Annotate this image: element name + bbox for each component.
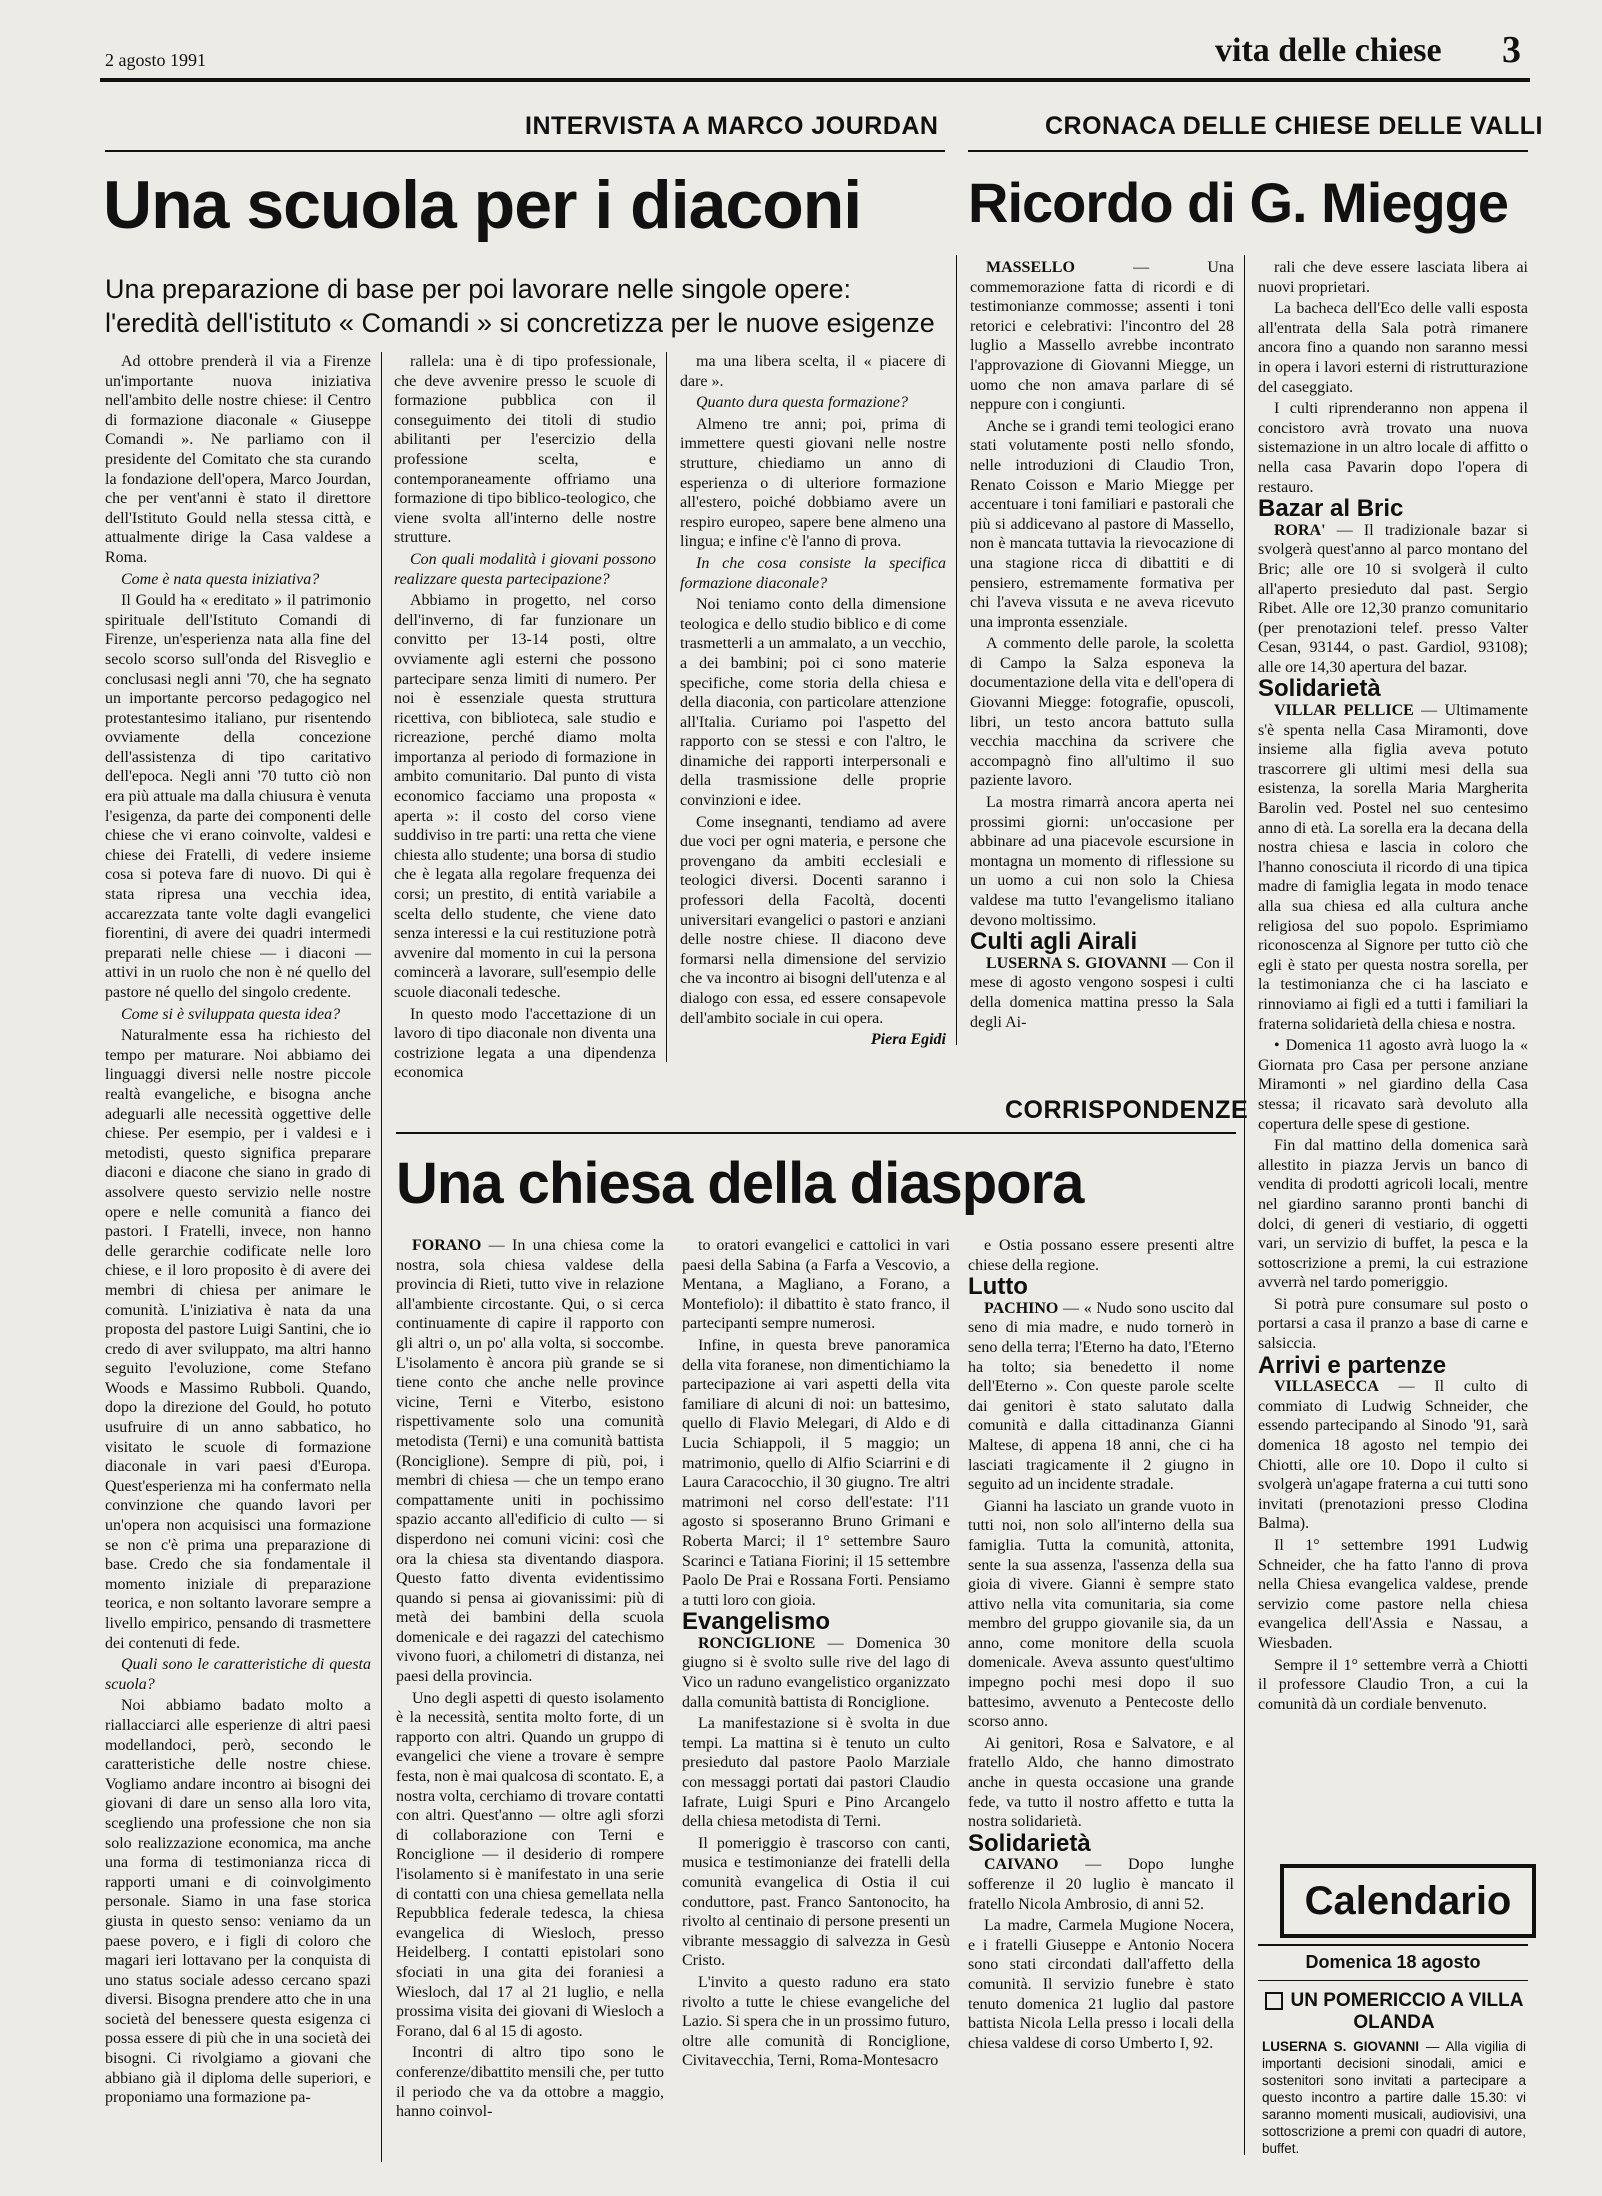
issue-date: 2 agosto 1991 <box>105 50 206 70</box>
article1-kicker-rule <box>105 150 945 152</box>
dateline: PACHINO <box>984 1299 1059 1317</box>
paragraph: Ai genitori, Rosa e Salvatore, e al fratello Aldo, che hanno dimostrato anche in questa occasione una grande fede, va tutto il nostro affetto e tutta la nostra solidarietà. <box>968 1734 1234 1831</box>
article3-kicker: CORRISPONDENZE <box>1005 1096 1249 1124</box>
paragraph-text: — Con il mese di agosto vengono sospesi i culti della domenica mattina presso la Sala degli Ai- <box>970 954 1234 1031</box>
article1-kicker: INTERVISTA A MARCO JOURDAN <box>525 112 939 140</box>
paragraph: Infine, in questa breve panoramica della vita foranese, non dimentichiamo la partecipazione ai vari aspetti della vita familiare di alcuni di noi: un battesimo, quello di Flavio Melegari, di Aldo e di Lucia Schiappoli, il 5 maggio; un matrimonio, quello di Alfio Sciarrini e di Laura Caracocchio, il 30 giugno. Tre altri matrimoni nel corso dell'estate: l'11 agosto si sposeranno Bruno Grimani e Roberta Marci; il 1° settembre Sauro Scarinci e Tatiana Fiorini; il 15 settembre Paolo De Prai e Rossana Forti. Pensiamo a tutti loro con gioia. <box>682 1336 950 1609</box>
column-rule <box>956 255 957 1045</box>
calendar-text: — Alla vigilia di importanti decisioni sinodali, amici e sostenitori sono invitati a partecipare a questo incontro a partire dalle 15.30: vi saranno momenti musicali, audiovisivi, una sottoscrizione a premi con quadri di autore, buffet. <box>1262 2039 1526 2156</box>
paragraph: Almeno tre anni; poi, prima di immettere questi giovani nelle nostre strutture, chiediamo un anno di esperienza o di ulteriore formazione all'estero, poiché dobbiamo avere un respiro europeo, sapere bene almeno una lingua; e infine c'è l'anno di prova. <box>680 415 946 551</box>
paragraph <box>1258 1377 1528 1534</box>
paragraph <box>968 1299 1234 1495</box>
paragraph <box>1258 521 1528 678</box>
article1-column-3 <box>680 352 946 1062</box>
calendar-place: LUSERNA S. GIOVANNI <box>1262 2039 1419 2054</box>
article1-column-2 <box>394 352 656 1082</box>
calendar-rule <box>1258 1944 1528 1946</box>
article2-column-1 <box>970 258 1234 1058</box>
paragraph <box>1258 701 1528 1034</box>
article3-column-3 <box>968 1236 1234 2166</box>
paragraph: La bacheca dell'Eco delle valli esposta all'entrata della Sala potrà rimanere ancora fino a quando non saranno messi in opera i lavori esterni di ristrutturazione del caseggiato. <box>1258 300 1528 396</box>
paragraph: La mostra rimarrà ancora aperta nei prossimi giorni: un'occasione per abbinare ad una piacevole escursione in montagna un momento di riflessione su un uomo a cui non solo la Chiesa valdese ma tutto l'evangelismo italiano devono moltissimo. <box>970 794 1234 929</box>
header-rule <box>100 78 1530 82</box>
paragraph: to oratori evangelici e cattolici in vari paesi della Sabina (a Farfa a Vescovio, a Mentana, a Magliano, a Forano, a Montefiolo): il dibattito è stato franco, il partecipanti sempre numerosi. <box>682 1237 950 1333</box>
article3-title: Una chiesa della diaspora <box>396 1151 1084 1216</box>
calendar-date: Domenica 18 agosto <box>1305 1952 1481 1972</box>
paragraph <box>968 1855 1234 1914</box>
interview-question: Con quali modalità i giovani possono realizzare questa partecipazione? <box>394 550 656 588</box>
dateline: VILLASECCA <box>1274 1378 1379 1396</box>
article3-column-2 <box>682 1236 950 2166</box>
article2-column-2 <box>1258 258 1528 1858</box>
author-signature: Piera Egidi <box>870 1031 946 1049</box>
section-heading: Evangelismo <box>682 1608 831 1636</box>
paragraph: Come insegnanti, tendiamo ad avere due voci per ogni materia, e persone che provengano da ambiti ecclesiali e teologici diversi. Docenti saranno i professori della Facoltà, docenti universitari evangelici o pastori e anziani delle nostre chiese. Il diacono deve formarsi nella dimensione del servizio che va incontro ai bisogni dell'utenza e al dialogo con essa, ed essere consapevole dell'ambito sociale in cui opera. <box>680 813 946 1027</box>
paragraph: Si potrà pure consumare sul posto o portarsi a casa il pranzo a base di carne e salsiccia. <box>1258 1295 1528 1353</box>
section-heading: Culti agli Airali <box>970 928 1138 956</box>
calendar-box: Calendario <box>1280 1864 1536 1938</box>
dateline: LUSERNA S. GIOVANNI <box>986 954 1167 972</box>
paragraph-text: — Il tradizionale bazar si svolgerà quest'anno al parco montano del Bric; alle ore 10 si svolgerà il culto all'aperto presieduto dal past. Sergio Ribet. Alle ore 12,30 pranzo comunitario (per prenotazioni telef. presso Valter Cesan, 93144, o past. Gardiol, 93108); alle ore 14,30 apertura del bazar. <box>1258 521 1528 676</box>
paragraph: Noi teniamo conto della dimensione teologica e dello studio biblico e di come trasmetterli a un ammalato, a un vecchio, a dei bambini; poi ci sono materie specifiche, come storia della chiesa e della diaconia, con particolare attenzione all'Italia. Curiamo poi l'aspetto del rapporto con se stessi e con l'altro, le dinamiche dei rapporti interpersonali e della trasmissione delle proprie convinzioni e idee. <box>680 596 946 810</box>
paragraph-text: — « Nudo sono uscito dal seno di mia madre, e nudo tornerò in seno della terra; l'Eterno ha dato, l'Eterno ha tolto; sia benedetto il nome dell'Eterno ». Con queste parole scelte dai genitori è stato salutato dalla comunità e dalla cittadinanza Gianni Maltese, di appena 18 anni, che ci ha lasciati tragicamente il 2 giugno in seguito ad un incidente stradale. <box>968 1299 1234 1494</box>
section-heading: Solidarietà <box>1258 675 1381 703</box>
checkbox-icon <box>1265 1992 1283 2010</box>
calendar-event-title: UN POMERICCIO A VILLA OLANDA <box>1290 1990 1524 2033</box>
paragraph: A commento delle parole, la scoletta di Campo la Salza esponeva la documentazione della vita e dell'opera di Giovanni Miegge: fotografie, opuscoli, libri, un testo ancora battuto sulla vecchia macchina da scrivere che accompagnò fino all'ultimo il suo paziente lavoro. <box>970 635 1234 790</box>
paragraph: Anche se i grandi temi teologici erano stati volutamente posti nello sfondo, nelle introduzioni di Claudio Tron, Renato Coisson e Mario Miegge per accentuare i toni familiari e pastorali che più si addicevano al pastore di Massello, non è mancata tuttavia la rievocazione di una stagione ricca di dibattiti e di pensiero, estremamente formativa per chi l'aveva vissuta e ne aveva ricevuto una impronta essenziale. <box>970 417 1234 631</box>
article2-kicker-rule <box>968 150 1528 152</box>
paragraph: Sempre il 1° settembre verrà a Chiotti il professore Claudio Tron, a cui la comunità dà un cordiale benvenuto. <box>1258 1656 1528 1713</box>
interview-question: Quali sono le caratteristiche di questa scuola? <box>105 1656 371 1693</box>
paragraph: Fin dal mattino della domenica sarà allestito in piazza Jervis un banco di vendita di prodotti agricoli locali, mentre nel giardino saranno pronti banchi di dolci, di generi di vestiario, di oggetti vari, un servizio di buffet, la pesca e la sottoscrizione a premi, la cui estrazione avverrà nel tardo pomeriggio. <box>1258 1137 1528 1292</box>
section-heading: Bazar al Bric <box>1258 495 1404 523</box>
paragraph: Abbiamo in progetto, nel corso dell'inverno, di far funzionare un convitto per 13-14 posti, oltre ovviamente agli esterni che possono partecipare senza limiti di numero. Per noi è essenziale questa struttura ricettiva, con biblioteca, sale studio e ricreazione, perché diamo molta importanza al periodo di formazione in ambito comunitario. Dal punto di vista economico facciamo una proposta « aperta »: il costo del corso viene suddiviso in tre parti: una retta che viene chiesta allo studente; una borsa di studio che è legata alla regolare frequenza dei corsi; un prestito, di entità variabile a scelta dello studente, che viene dato senza interessi e la cui restituzione potrà avvenire dal momento in cui la persona comincerà a lavorare, sull'esempio delle scuole diaconali tedesche. <box>394 592 656 1001</box>
paragraph: e Ostia possano essere presenti altre chiese della regione. <box>968 1237 1234 1274</box>
paragraph: Incontri di altro tipo sono le conferenze/dibattito mensili che, per tutto il periodo che va da ottobre a maggio, hanno coinvol- <box>396 2044 664 2121</box>
paragraph <box>396 1236 664 1687</box>
interview-question: Come si è sviluppata questa idea? <box>121 1005 341 1023</box>
article3-kicker-rule <box>396 1132 1236 1134</box>
paragraph-text: — Domenica 30 giugno si è svolto sulle rive del lago di Vico un raduno evangelistico organizzato dalla comunità battista di Ronciglione. <box>682 1634 950 1711</box>
article3-column-1 <box>396 1236 664 2166</box>
section-name: vita delle chiese <box>1215 32 1442 69</box>
dateline: FORANO <box>412 1237 482 1254</box>
paragraph: La madre, Carmela Mugione Nocera, e i fratelli Giuseppe e Antonio Nocera sono stati circondati dall'affetto della comunità. Il servizio funebre è stato tenuto domenica 21 luglio dal pastore battista Nicola Lella presso i locali della chiesa valdese di corso Umberto I, 92. <box>968 1917 1234 2052</box>
paragraph: Ad ottobre prenderà il via a Firenze un'importante nuova iniziativa nell'ambito delle nostre chiese: il Centro di formazione diaconale « Giuseppe Comandi ». Ne parliamo con il presidente del Comitato che sta curando la fondazione dell'opera, Marco Jourdan, che per vent'anni è stato il direttore dell'Istituto Gould nella stessa città, e attualmente dirige la Casa valdese a Roma. <box>105 353 371 566</box>
article1-title: Una scuola per i diaconi <box>103 167 862 243</box>
paragraph: L'invito a questo raduno era stato rivolto a tutte le chiese evangeliche del Lazio. Si spera che in un prossimo futuro, oltre alle comunità di Ronciglione, Civitavecchia, Terni, Roma-Montesacro <box>682 1973 950 2070</box>
dateline: RORA' <box>1274 521 1326 539</box>
interview-question: Come è nata questa iniziativa? <box>121 570 320 588</box>
paragraph: Il Gould ha « ereditato » il patrimonio spirituale dell'Istituto Comandi di Firenze, un'esperienza nata alla fine del secolo scorso sull'onda del Risveglio e conclusasi negli anni '70, che ha segnato un importante percorso pedagogico nel protestantesimo italiano, pur risentendo ovviamente della concezione dell'assistenza di tipo caritativo dell'epoca. Negli anni '70 tutto ciò non era più attuale ma dalla chiusura è venuta l'esigenza, da parte dei componenti delle chiese che vi erano coinvolte, valdesi e chiese dei Fratelli, di vedere insieme cosa si poteva fare di nuovo. Di qui è stata ripresa una vecchia idea, accarezzata tante volte dagli evangelici fiorentini, di avere dei quadri intermedi preparati nelle chiese — i diaconi — attivi in un ruolo che non è né quello del pastore né quello del singolo credente. <box>105 592 371 1001</box>
paragraph: rallela: una è di tipo professionale, che deve avvenire presso le scuole di formazione pubblica con il conseguimento dei titoli di studio abilitanti per l'esercizio della professione scelta, e contemporaneamente offriamo una formazione di tipo biblico-teologico, che viene svolta all'interno delle nostre strutture. <box>394 353 656 547</box>
paragraph: Naturalmente essa ha richiesto del tempo per maturare. Noi abbiamo dei linguaggi diversi nelle nostre piccole realtà evangeliche, e bisogna anche adeguarli alle necessità oggettive delle chiese. Per esempio, per i valdesi e i metodisti, questo significa preparare diaconi e diacone che siano in grado di assolvere questo servizio nelle nostre opere e nelle comunità a fianco dei pastori. I Fratelli, invece, non hanno delle gerarchie codificate nelle loro chiese, e il loro proposito è di avere dei membri di chiesa per animare le comunità. L'iniziativa è nata da una proposta del pastore Luigi Santini, che io credo di aver sviluppato, ma altri hanno seguito l'evoluzione, come Stefano Woods e Massimo Rubboli. Quando, dopo la direzione del Gould, ho potuto usufruire di un anno sabbatico, ho visitato le scuole di formazione diaconale in vari paesi d'Europa. Quest'esperienza mi ha confermato nella convinzione che quando lavori per un'opera non acquisisci una formazione se non c'è prima una preparazione di base. Credo che sia fondamentale il momento iniziale di preparazione teorica, e non soltanto lavorare sempre a livello empirico, pensando di trasmettere dei contenuti di fede. <box>105 1027 371 1652</box>
article2-kicker: CRONACA DELLE CHIESE DELLE VALLI <box>1045 112 1543 140</box>
page-number: 3 <box>1502 29 1521 71</box>
article1-column-1 <box>105 352 371 2162</box>
paragraph-text: — In una chiesa come la nostra, sola chiesa valdese della provincia di Rieti, tutto vive in relazione all'ambiente circostante. Qui, o si cerca continuamente di capire il rapporto con gli altri o, un po' alla volta, si soccombe. L'isolamento è ancora più grande se si tiene conto che anche nelle province vicine, Terni e Viterbo, esistono rispettivamente solo una comunità metodista (Terni) e una comunità battista (Ronciglione). Sempre di più, poi, i membri di chiesa — che un tempo erano compattamente uniti in pochissimo spazio accanto all'edificio di culto — si disperdono nei comuni vicini: così che ora la chiesa sta diventando diaspora. Questo fatto diventa evidentissimo quando si pensa ai giovanissimi: più di metà dei bambini della scuola domenicale e dei ragazzi del catechismo vivono fuori, a chilometri di distanza, nei paesi della provincia. <box>396 1237 664 1686</box>
section-heading: Solidarietà <box>968 1829 1091 1857</box>
paragraph: Il pomeriggio è trascorso con canti, musica e testimonianze dei fratelli della comunità evangelica di Ostia il cui conduttore, past. Franco Santonocito, ha rivolto al centinaio di persone presenti un vibrante messaggio di salvezza in Gesù Cristo. <box>682 1834 950 1970</box>
paragraph: In questo modo l'accettazione di un lavoro di tipo diaconale non diventa una costrizione legata a una dipendenza economica <box>394 1005 656 1082</box>
section-heading: Lutto <box>968 1273 1028 1301</box>
paragraph-text: — Il culto di commiato di Ludwig Schneider, che essendo partecipando al Sinodo '91, sarà domenica 18 agosto nel tempio dei Chiotti, alle ore 10. Dopo il culto si svolgerà un'agape fraterna a cui tutti sono invitati (prenotazioni presso Clodina Balma). <box>1258 1378 1528 1533</box>
paragraph: Uno degli aspetti di questo isolamento è la necessità, sentita molto forte, di un rapporto con altri. Quando un gruppo di evangelici che viene a trovare è sempre festa, non è mai qualcosa di scontato. E, a nostra volta, cerchiamo di trovare contatti con altri. Quest'anno — oltre agli sforzi di collaborazione con Terni e Ronciglione — il desiderio di rompere l'isolamento si è manifestato in una serie di contatti con una chiesa gemellata nella Repubblica federale tedesca, la chiesa evangelica di Wiesloch, presso Heidelberg. I contatti epistolari sono sfociati in una gita dei foraniesi a Wiesloch, dal 17 al 21 luglio, e nella prossima visita dei giovani di Wiesloch a Forano, dal 6 al 15 di agosto. <box>396 1689 664 2040</box>
paragraph: Noi abbiamo badato molto a riallacciarci alle esperienze di altri paesi modellandoci, però, secondo le caratteristiche delle nostre chiese. Vogliamo andare incontro ai bisogni dei giovani di dare un senso alla loro vita, scegliendo una professione che non sia solo realizzazione economica, ma anche una forma di testimonianza ricca di rapporti umani e di coinvolgimento personale. Siamo in una fase storica giusta in questo senso: veniamo da un paese povero, e i figli di coloro che magari ieri lottavano per la conquista di uno status sociale adesso cercano spazi diversi. Bisogna prendere atto che in una società del benessere questa esigenza ci possa essere di più che in una società dei bisogni. Ci rivolgiamo a giovani che abbiano già il diploma delle superiori, e proponiamo una formazione pa- <box>105 1697 371 2107</box>
article1-subtitle: Una preparazione di base per poi lavorare nelle singole opere: l'eredità dell'istituto « Comandi » si concretizza per le nuove esigenze <box>105 274 935 338</box>
paragraph: Il 1° settembre 1991 Ludwig Schneider, che ha fatto l'anno di prova nella Chiesa evangelica valdese, prende servizio come pastore nella chiesa evangelica dell'Assia e Nassau, a Wiesbaden. <box>1258 1537 1528 1652</box>
dateline: MASSELLO <box>986 259 1075 276</box>
paragraph <box>682 1634 950 1712</box>
column-rule <box>381 352 382 2162</box>
paragraph-text: — Una commemorazione fatta di ricordi e di testimonianze commosse; assenti i toni retorici e celebrativi: l'incontro del 28 luglio a Massello avrebbe incontrato l'approvazione di Giovanni Miegge, un uomo che non amava parlare di sé neppure con i congiunti. <box>970 259 1234 414</box>
column-rule <box>666 352 667 1062</box>
paragraph: rali che deve essere lasciata libera ai nuovi proprietari. <box>1258 259 1528 296</box>
calendar-event <box>1262 1990 1526 2157</box>
paragraph-text: — Dopo lunghe sofferenze il 20 luglio è mancato il fratello Nicola Ambrosio, di anni 52. <box>968 1856 1234 1913</box>
paragraph: ma una libera scelta, il « piacere di dare ». <box>680 353 946 390</box>
dateline: VILLAR PELLICE <box>1274 702 1414 720</box>
calendar-rule <box>1258 1980 1528 1981</box>
paragraph: • Domenica 11 agosto avrà luogo la « Giornata pro Casa per persone anziane Miramonti » nel giardino della Casa stessa; il ricavato sarà devoluto alla copertura delle spese di gestione. <box>1258 1037 1528 1133</box>
paragraph <box>970 954 1234 1032</box>
dateline: CAIVANO <box>984 1856 1059 1874</box>
paragraph <box>970 258 1234 415</box>
paragraph: Gianni ha lasciato un grande vuoto in tutti noi, non solo all'interno della sua famiglia. Tutta la comunità, attonita, sente la sua assenza, l'assenza della sua gioia di vivere. Gianni è sempre stato attivo nella vita comunitaria, sia come membro del gruppo giovanile sia, da un anno, come monitore della scuola domenicale. Aveva assunto quest'ultimo impegno pochi mesi dopo il suo battesimo, avvenuto a Pentecoste dello scorso anno. <box>968 1497 1234 1731</box>
paragraph-text: — Ultimamente s'è spenta nella Casa Miramonti, dove insieme alla figlia aveva potuto trascorrere gli ultimi mesi della sua esistenza, la sorella Maria Margherita Barolin ved. Postel nel suo centesimo anno di età. La sorella era la decana della nostra chiesa e lascia in coloro che l'hanno conosciuta il ricordo di una tipica madre di famiglia legata in modo tenace alla sua chiesa ed alla cultura anche religiosa del suo popolo. Esprimiamo riconoscenza al Signore per tutto ciò che egli è stato per questa nostra sorella, per la testimonianza che ci ha lasciato e rinnoviamo ai figli ed a tutti i familiari la fraterna solidarietà della chiesa e nostra. <box>1258 702 1528 1033</box>
interview-question: Quanto dura questa formazione? <box>696 394 908 412</box>
interview-question: In che cosa consiste la specifica formazione diaconale? <box>680 554 946 592</box>
article2-title: Ricordo di G. Miegge <box>968 171 1509 234</box>
paragraph: I culti riprenderanno non appena il concistoro avrà trovato una nuova sistemazione in un altro locale di affitto o nella casa Pavarin dopo l'opera di restauro. <box>1258 400 1528 496</box>
column-rule <box>1244 255 1245 2155</box>
dateline: RONCIGLIONE <box>698 1634 816 1652</box>
paragraph: La manifestazione si è svolta in due tempi. La mattina si è tenuto un culto presieduto dal pastore Paolo Marziale con messaggi portati dai pastori Claudio Iafrate, Luigi Spuri e Pino Arcangelo della chiesa metodista di Terni. <box>682 1715 950 1831</box>
section-heading: Arrivi e partenze <box>1258 1351 1447 1379</box>
